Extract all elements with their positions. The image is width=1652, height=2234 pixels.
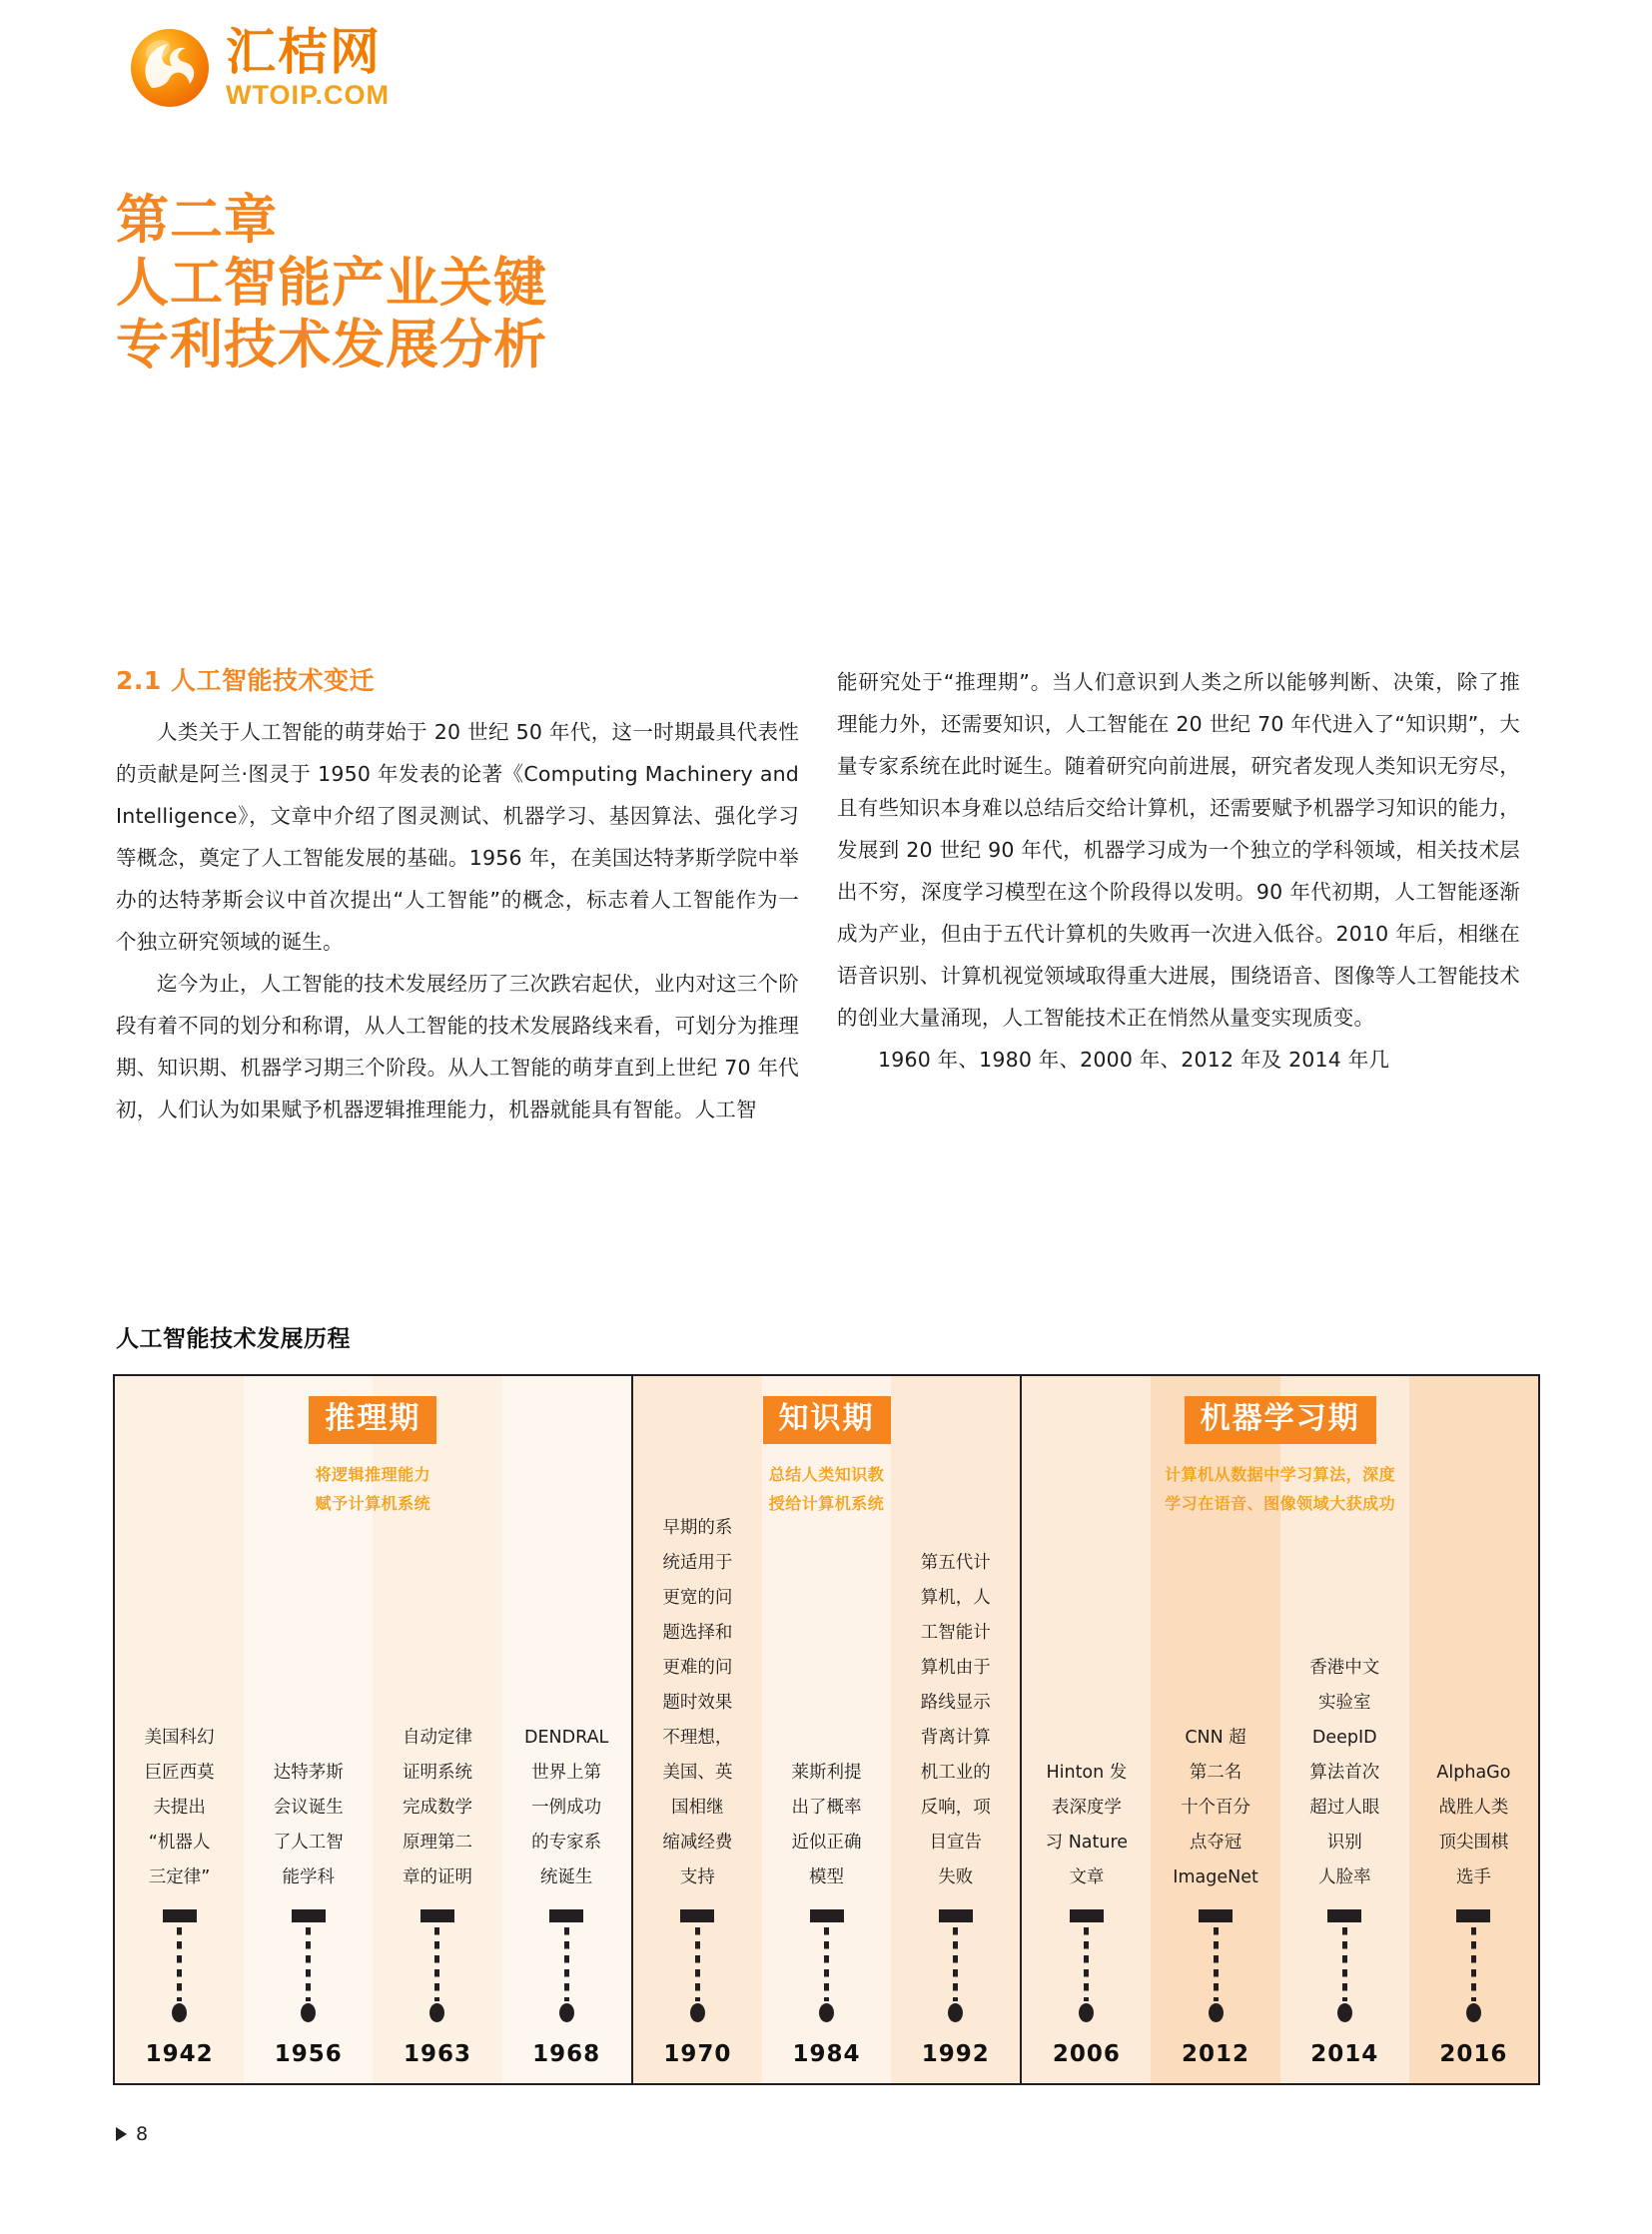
connector-knob <box>690 2003 705 2022</box>
timeline-event-inner <box>502 1376 631 2083</box>
connector-cap <box>163 1909 197 1922</box>
timeline-event-inner <box>1409 1376 1538 2083</box>
event-year: 2012 <box>1182 2041 1250 2067</box>
event-year: 2014 <box>1310 2041 1379 2067</box>
connector-cap <box>1327 1909 1361 1922</box>
event-description <box>244 1756 373 1895</box>
event-description <box>373 1721 501 1895</box>
phase-subtitle-line: 将逻辑推理能力 <box>315 1465 431 1485</box>
event-description <box>502 1721 631 1895</box>
connector-knob <box>819 2003 834 2022</box>
connector-dots <box>434 1927 439 2001</box>
event-description-line: 国相继 <box>671 1798 724 1818</box>
timeline-event <box>1022 1376 1151 2083</box>
event-description-line: 自动定律 <box>402 1728 472 1748</box>
event-description-line: Hinton 发 <box>1046 1763 1128 1783</box>
connector-knob <box>1337 2003 1352 2022</box>
event-description-line: 工智能计 <box>920 1623 991 1643</box>
timeline-connector-icon <box>1070 1909 1104 2022</box>
event-description-line: 目宣告 <box>929 1833 982 1853</box>
timeline-event <box>373 1376 501 2083</box>
event-description <box>1151 1721 1279 1895</box>
event-description-line: 题选择和 <box>662 1623 733 1643</box>
timeline-event-inner <box>373 1376 501 2083</box>
event-description-line: 选手 <box>1455 1867 1491 1887</box>
connector-dots <box>177 1927 182 2001</box>
event-description-line: 文章 <box>1069 1867 1105 1887</box>
connector-dots <box>1342 1927 1347 2001</box>
event-description-line: 顶尖围棋 <box>1438 1833 1509 1853</box>
event-description-line: 美国科幻 <box>144 1728 215 1748</box>
event-description-line: 表深度学 <box>1051 1798 1122 1818</box>
event-description-line: 战胜人类 <box>1438 1798 1509 1818</box>
event-description-line: 点夺冠 <box>1189 1833 1242 1853</box>
event-description-line: 巨匠西莫 <box>144 1763 215 1783</box>
connector-cap <box>680 1909 714 1922</box>
timeline-event <box>502 1376 631 2083</box>
connector-cap <box>1070 1909 1104 1922</box>
logo-chinese-name: 汇桔网 <box>226 23 382 81</box>
logo-domain: WTOIP.COM <box>226 80 391 110</box>
timeline-event <box>115 1376 244 2083</box>
event-description-line: 世界上第 <box>531 1763 602 1783</box>
phase-subtitle-line: 计算机从数据中学习算法，深度 <box>1165 1465 1396 1485</box>
timeline-connector-icon <box>549 1909 583 2022</box>
event-description-line: 达特茅斯 <box>273 1763 344 1783</box>
event-description-line: 算法首次 <box>1309 1763 1380 1783</box>
phase-badge: 知识期 <box>763 1396 891 1444</box>
event-description-line: 人脸率 <box>1318 1867 1371 1887</box>
timeline-event-inner <box>1151 1376 1279 2083</box>
timeline-connector-icon <box>420 1909 454 2022</box>
event-description-line: 统诞生 <box>539 1867 593 1887</box>
timeline-connector-icon <box>810 1909 844 2022</box>
connector-knob <box>1209 2003 1224 2022</box>
connector-dots <box>695 1927 700 2001</box>
event-description-line: ImageNet <box>1173 1867 1258 1887</box>
event-description-line: CNN 超 <box>1185 1728 1246 1748</box>
event-description-line: 早期的系 <box>662 1518 733 1538</box>
event-description-line: 章的证明 <box>402 1867 472 1887</box>
connector-dots <box>824 1927 829 2001</box>
event-description-line: 背离计算 <box>920 1728 991 1748</box>
event-description <box>1022 1756 1151 1895</box>
timeline-event-inner <box>1280 1376 1409 2083</box>
event-year: 1956 <box>274 2041 343 2067</box>
connector-knob <box>948 2003 963 2022</box>
event-description-line: 模型 <box>809 1867 845 1887</box>
event-description-line: 习 Nature <box>1045 1833 1129 1853</box>
connector-dots <box>306 1927 311 2001</box>
event-description-line: 第五代计 <box>920 1553 991 1573</box>
event-description-line: 完成数学 <box>402 1798 472 1818</box>
event-description-line: 会议诞生 <box>273 1798 344 1818</box>
chapter-title-line-3: 专利技术发展分析 <box>116 315 547 376</box>
event-description-line: 支持 <box>679 1867 715 1887</box>
connector-dots <box>564 1927 569 2001</box>
timeline-connector-icon <box>939 1909 973 2022</box>
event-year: 2016 <box>1439 2041 1508 2067</box>
chapter-title <box>116 190 547 377</box>
timeline-event-inner <box>1022 1376 1151 2083</box>
paragraph: 1960 年、1980 年、2000 年、2012 年及 2014 年几 <box>878 1048 1390 1072</box>
globe-swirl-logo-icon <box>128 26 212 110</box>
timeline-connector-icon <box>1456 1909 1490 2022</box>
event-year: 1984 <box>792 2041 861 2067</box>
event-description-line: “机器人 <box>148 1833 211 1853</box>
section-heading: 2.1 人工智能技术变迁 <box>116 666 375 695</box>
event-description <box>1409 1756 1538 1895</box>
event-description-line: 超过人眼 <box>1309 1798 1380 1818</box>
timeline-event <box>762 1376 891 2083</box>
connector-cap <box>1199 1909 1233 1922</box>
timeline-event-inner <box>891 1376 1020 2083</box>
event-description-line: 第二名 <box>1189 1763 1242 1783</box>
event-description-line: 近似正确 <box>791 1833 862 1853</box>
chapter-title-line-2: 人工智能产业关键 <box>116 252 547 314</box>
phase-subtitle-line: 学习在语音、图像领域大获成功 <box>1165 1494 1396 1514</box>
connector-dots <box>1471 1927 1476 2001</box>
event-description-line: 不理想， <box>662 1728 733 1748</box>
timeline-connector-icon <box>292 1909 326 2022</box>
timeline-event <box>1409 1376 1538 2083</box>
connector-dots <box>953 1927 958 2001</box>
triangle-right-icon <box>116 2127 127 2141</box>
page-footer <box>116 2123 148 2145</box>
connector-dots <box>1214 1927 1219 2001</box>
timeline-phase <box>115 1376 631 2083</box>
timeline-connector-icon <box>1327 1909 1361 2022</box>
phase-subtitle-line: 授给计算机系统 <box>768 1494 885 1514</box>
event-description-line: 十个百分 <box>1181 1798 1251 1818</box>
event-description-line: 统适用于 <box>662 1553 733 1573</box>
connector-dots <box>1084 1927 1089 2001</box>
event-year: 1942 <box>145 2041 214 2067</box>
event-description-line: 更宽的问 <box>662 1588 733 1608</box>
body-column-left <box>116 661 799 1130</box>
event-year: 1992 <box>921 2041 990 2067</box>
connector-cap <box>939 1909 973 1922</box>
event-description-line: 失败 <box>938 1867 974 1887</box>
event-description <box>115 1721 244 1895</box>
paragraph: 能研究处于“推理期”。当人们意识到人类之所以能够判断、决策，除了推理能力外，还需要知识，人工智能在 20 世纪 70 年代进入了“知识期”，大量专家系统在此时诞生。随着研究向前进展，研究者发现人类知识无穷尽，且有些知识本身难以总结后交给计算机，还需要赋予机器学习知识的能力，发展到 20 世纪 90 年代，机器学习成为一个独立的学科领域，相关技术层出不穷，深度学习模型在这个阶段得以发明。90 年代初期，人工智能逐渐成为产业，但由于五代计算机的失败再一次进入低谷。2010 年后，相继在语音识别、计算机视觉领域取得重大进展，围绕语音、图像等人工智能技术的创业大量涌现，人工智能技术正在悄然从量变实现质变。 <box>837 670 1520 1030</box>
timeline-event <box>891 1376 1020 2083</box>
event-description-line: 识别 <box>1326 1833 1362 1853</box>
page-number: 8 <box>136 2123 149 2145</box>
event-description-line: 三定律” <box>148 1867 211 1887</box>
event-description-line: 原理第二 <box>402 1833 472 1853</box>
event-description <box>762 1756 891 1895</box>
timeline-event-inner <box>633 1376 762 2083</box>
paragraph: 迄今为止，人工智能的技术发展经历了三次跌宕起伏，业内对这三个阶段有着不同的划分和称谓，从人工智能的技术发展路线来看，可划分为推理期、知识期、机器学习期三个阶段。从人工智能的萌芽直到上世纪 70 年代初，人们认为如果赋予机器逻辑推理能力，机器就能具有智能。人工智 <box>116 972 799 1121</box>
connector-knob <box>559 2003 574 2022</box>
connector-knob <box>1466 2003 1481 2022</box>
timeline-phase <box>1020 1376 1538 2083</box>
event-description-line: 缩减经费 <box>662 1833 733 1853</box>
phase-subtitle-line: 总结人类知识教 <box>768 1465 885 1485</box>
timeline-event-inner <box>115 1376 244 2083</box>
phase-subtitle-line: 赋予计算机系统 <box>315 1494 431 1514</box>
event-description-line: 算机，人 <box>920 1588 991 1608</box>
timeline-connector-icon <box>1199 1909 1233 2022</box>
event-description <box>1280 1651 1409 1895</box>
timeline-connector-icon <box>163 1909 197 2022</box>
event-description-line: 了人工智 <box>273 1833 344 1853</box>
event-year: 1970 <box>663 2041 732 2067</box>
event-description-line: 莱斯利提 <box>791 1763 862 1783</box>
event-description-line: 香港中文 <box>1309 1658 1380 1678</box>
event-description <box>891 1546 1020 1895</box>
event-description-line: 能学科 <box>282 1867 336 1887</box>
event-description-line: 的专家系 <box>531 1833 602 1853</box>
body-column-right <box>837 661 1520 1081</box>
connector-cap <box>810 1909 844 1922</box>
timeline-event-inner <box>244 1376 373 2083</box>
connector-cap <box>549 1909 583 1922</box>
event-description-line: 机工业的 <box>920 1763 991 1783</box>
connector-knob <box>429 2003 444 2022</box>
event-description-line: 路线显示 <box>920 1693 991 1713</box>
event-description-line: 实验室 <box>1318 1693 1371 1713</box>
timeline-event <box>1151 1376 1279 2083</box>
timeline-event <box>633 1376 762 2083</box>
timeline-phase <box>631 1376 1021 2083</box>
connector-cap <box>292 1909 326 1922</box>
phase-badge: 机器学习期 <box>1185 1396 1376 1444</box>
timeline-event <box>1280 1376 1409 2083</box>
event-description-line: DENDRAL <box>524 1728 609 1748</box>
timeline-event <box>244 1376 373 2083</box>
phase-badge: 推理期 <box>309 1396 436 1444</box>
event-description-line: AlphaGo <box>1436 1763 1511 1783</box>
event-description <box>633 1511 762 1895</box>
event-description-line: 反响，项 <box>920 1798 991 1818</box>
event-description-line: 一例成功 <box>531 1798 602 1818</box>
event-year: 1963 <box>403 2041 471 2067</box>
site-logo <box>128 23 391 110</box>
event-description-line: 夫提出 <box>153 1798 206 1818</box>
connector-knob <box>301 2003 316 2022</box>
event-description-line: 更难的问 <box>662 1658 733 1678</box>
chapter-title-line-1: 第二章 <box>116 190 278 251</box>
event-description-line: DeepID <box>1311 1728 1377 1748</box>
event-description-line: 证明系统 <box>402 1763 472 1783</box>
ai-timeline-figure <box>113 1374 1540 2085</box>
connector-cap <box>1456 1909 1490 1922</box>
timeline-connector-icon <box>680 1909 714 2022</box>
event-description-line: 美国、英 <box>662 1763 733 1783</box>
connector-knob <box>1079 2003 1094 2022</box>
event-description-line: 算机由于 <box>920 1658 991 1678</box>
event-description-line: 出了概率 <box>791 1798 862 1818</box>
event-year: 2006 <box>1052 2041 1121 2067</box>
timeline-event-inner <box>762 1376 891 2083</box>
connector-knob <box>172 2003 187 2022</box>
connector-cap <box>420 1909 454 1922</box>
figure-title: 人工智能技术发展历程 <box>116 1326 351 1352</box>
event-year: 1968 <box>532 2041 601 2067</box>
paragraph: 人类关于人工智能的萌芽始于 20 世纪 50 年代，这一时期最具代表性的贡献是阿兰·图灵于 1950 年发表的论著《Computing Machinery and Intelligence》，文章中介绍了图灵测试、机器学习、基因算法、强化学习等概念，奠定了人工智能发展的基础。1956 年，在美国达特茅斯学院中举办的达特茅斯会议中首次提出“人工智能”的概念，标志着人工智能作为一个独立研究领域的诞生。 <box>116 720 799 954</box>
event-description-line: 题时效果 <box>662 1693 733 1713</box>
